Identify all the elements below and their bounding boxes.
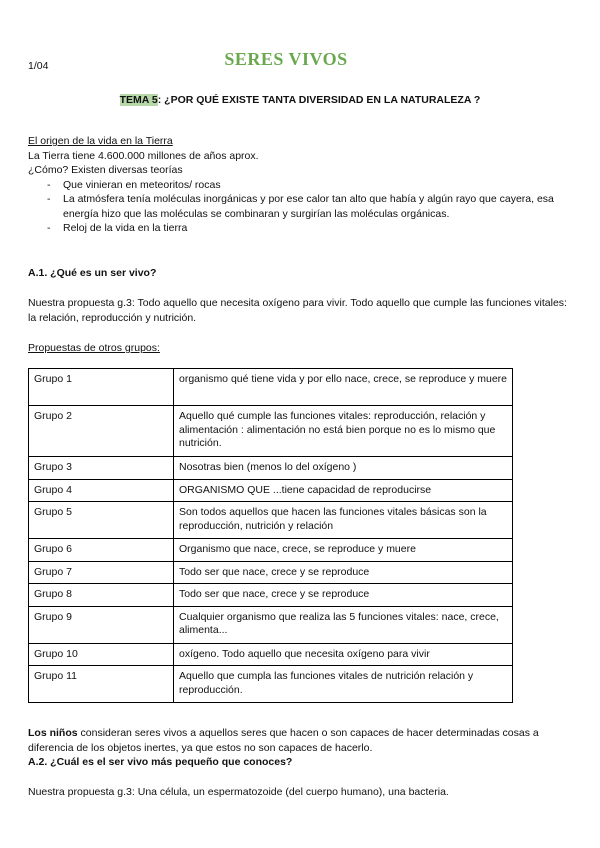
list-item: - Que vinieran en meteoritos/ rocas bbox=[28, 178, 573, 193]
group-cell: Grupo 4 bbox=[29, 479, 174, 502]
a1-heading: A.1. ¿Qué es un ser vivo? bbox=[28, 267, 157, 279]
group-cell: Grupo 1 bbox=[29, 369, 174, 406]
group-cell: Grupo 11 bbox=[29, 666, 174, 703]
proposal-cell: Organismo que nace, crece, se reproduce y muere bbox=[174, 539, 513, 562]
children-paragraph bbox=[28, 726, 573, 755]
proposal-cell: oxígeno. Todo aquello que necesita oxígeno para vivir bbox=[174, 643, 513, 666]
list-item: - Reloj de la vida en la tierra bbox=[28, 221, 573, 236]
origin-line-2: ¿Cómo? Existen diversas teorías bbox=[28, 164, 183, 176]
origin-line-1: La Tierra tiene 4.600.000 millones de años aprox. bbox=[28, 149, 259, 162]
theme-tag: TEMA 5 bbox=[119, 94, 158, 106]
proposal-cell: Cualquier organismo que realiza las 5 funciones vitales: nace, crece, alimenta... bbox=[174, 606, 513, 643]
table-row bbox=[29, 643, 513, 666]
table-row bbox=[29, 606, 513, 643]
group-cell: Grupo 8 bbox=[29, 584, 174, 607]
table-row bbox=[29, 369, 513, 406]
other-groups-heading: Propuestas de otros grupos: bbox=[28, 342, 160, 354]
table-row bbox=[29, 561, 513, 584]
group-cell: Grupo 10 bbox=[29, 643, 174, 666]
proposal-cell: Todo ser que nace, crece y se reproduce bbox=[174, 561, 513, 584]
list-item: - La atmósfera tenía moléculas inorgánicas y por ese calor tan alto que había y algún rayo que cayera, esa energía hizo que las moléculas se combinaran y surgirían las moléculas orgánicas. bbox=[28, 192, 573, 221]
proposal-cell: Aquello que cumpla las funciones vitales de nutrición relación y reproducción. bbox=[174, 666, 513, 703]
table-row bbox=[29, 666, 513, 703]
table-row bbox=[29, 584, 513, 607]
group-cell: Grupo 9 bbox=[29, 606, 174, 643]
proposal-cell: Aquello qué cumple las funciones vitales: reproducción, relación y alimentación : alimentación no está bien porque no es lo mismo que nutrición. bbox=[174, 406, 513, 457]
proposal-cell: ORGANISMO QUE ...tiene capacidad de reproducirse bbox=[174, 479, 513, 502]
table-row bbox=[29, 502, 513, 539]
document-title: SERES VIVOS bbox=[224, 49, 348, 69]
theme-heading bbox=[0, 93, 600, 108]
proposal-cell: Son todos aquellos que hacen las funciones vitales básicas son la reproducción, nutrición y relación bbox=[174, 502, 513, 539]
group-cell: Grupo 5 bbox=[29, 502, 174, 539]
groups-table bbox=[28, 368, 513, 703]
table-row bbox=[29, 406, 513, 457]
a2-heading: A.2. ¿Cuál es el ser vivo más pequeño que conoces? bbox=[28, 756, 293, 768]
group-cell: Grupo 6 bbox=[29, 539, 174, 562]
proposal-cell: Todo ser que nace, crece y se reproduce bbox=[174, 584, 513, 607]
table-row bbox=[29, 457, 513, 480]
page-number: 1/04 bbox=[28, 60, 49, 72]
a2-proposal: Nuestra propuesta g.3: Una célula, un espermatozoide (del cuerpo humano), una bacteria. bbox=[28, 786, 449, 798]
proposal-cell: Nosotras bien (menos lo del oxígeno ) bbox=[174, 457, 513, 480]
proposal-cell: organismo qué tiene vida y por ello nace, crece, se reproduce y muere bbox=[174, 369, 513, 406]
origin-heading: El origen de la vida en la Tierra bbox=[28, 135, 173, 147]
table-row bbox=[29, 479, 513, 502]
table-row bbox=[29, 539, 513, 562]
group-cell: Grupo 2 bbox=[29, 406, 174, 457]
a1-proposal: Nuestra propuesta g.3: Todo aquello que necesita oxígeno para vivir. Todo aquello que cumple las funciones vitales: la relación, reproducción y nutrición. bbox=[28, 297, 567, 324]
origin-section bbox=[28, 134, 573, 236]
children-text: consideran seres vivos a aquellos seres que hacen o son capaces de hacer determinadas cosas a diferencia de los objetos inertes, ya que estos no son capaces de hacerlo. bbox=[28, 727, 539, 754]
theme-question: : ¿POR QUÉ EXISTE TANTA DIVERSIDAD EN LA NATURALEZA ? bbox=[157, 94, 481, 106]
group-cell: Grupo 3 bbox=[29, 457, 174, 480]
children-lead: Los niños bbox=[28, 727, 78, 739]
group-cell: Grupo 7 bbox=[29, 561, 174, 584]
theories-list bbox=[28, 178, 573, 236]
